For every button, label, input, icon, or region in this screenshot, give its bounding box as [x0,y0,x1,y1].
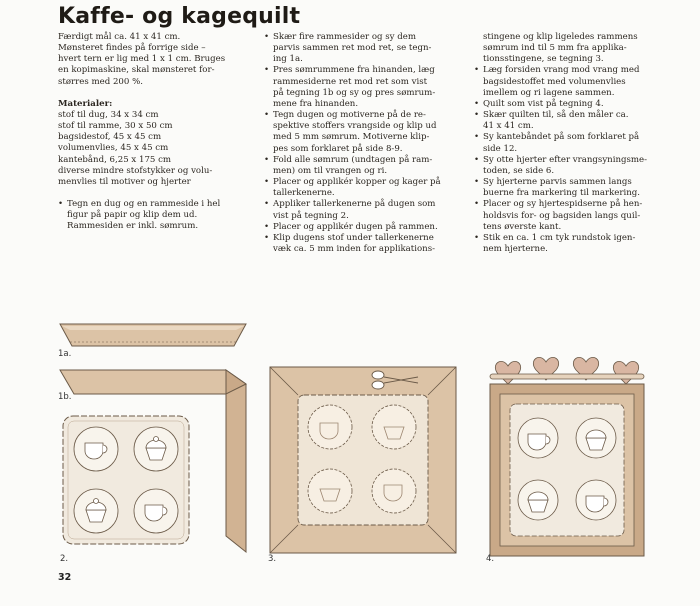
list-item-line: vist på tegning 2. [273,210,349,221]
material-item: stof til dug, 34 x 34 cm [58,109,159,120]
list-item [474,132,679,154]
figure-1a [58,322,248,350]
figure-2 [60,413,192,547]
intro-text [58,32,248,88]
list-item-line: • Skær fire rammesider og sy dem [273,32,417,42]
material-item: volumenvlies, 45 x 45 cm [58,143,169,154]
list-item [474,177,679,199]
list-item-line: på tegning 1b og sy og pres sømrum- [273,87,436,98]
instruction-list [474,65,679,255]
list-item-line: tens øverste kant. [483,221,562,232]
list-item [264,233,464,255]
list-item-line: væk ca. 5 mm inden for applikations- [273,243,436,254]
list-item-line: • Pres sømrummene fra hinanden, læg [273,65,435,76]
list-item-line: spektive stoffers vrangside og klip ud [273,121,437,132]
list-item-line: • Placer og applikér kopper og kager på [273,177,441,188]
list-item-line: • Klip dugens stof under tallerkenerne [273,232,434,243]
list-item-line: pes som forklaret på side 8-9. [273,143,403,154]
list-item [264,199,464,221]
list-item-line: med 5 mm sømrum. Motiverne klip- [273,132,430,143]
list-item-line: • Skær quilten til, så den måler ca. [483,110,629,121]
figure-label-4: 4. [486,554,495,564]
list-item [474,99,679,110]
figure-3 [268,365,458,555]
instruction-list [58,199,248,232]
list-item-line: imellem og ri lagene sammen. [483,87,615,98]
intro-line: Mønsteret findes på forrige side – [58,43,206,54]
list-item [474,199,679,232]
column-3 [474,32,679,255]
list-item-line: • Appliker tallerkenerne på dugen som [273,199,436,210]
materials-list [58,110,248,188]
list-item-line: rammesiderne ret mod ret som vist [273,76,428,87]
list-item-line: nem hjerterne. [483,243,548,254]
list-item [264,65,464,110]
list-item-line: buerne fra markering til markering. [483,188,641,199]
list-item-line: figur på papir og klip dem ud. [67,210,198,221]
rod [490,374,644,379]
list-item-line: toden, se side 6. [483,165,555,176]
list-item [264,32,464,65]
figure-label-2: 2. [60,554,69,564]
continued-line: sømrum ind til 5 mm fra applika- [483,43,627,54]
list-item-line: men) om til vrangen og ri. [273,165,388,176]
list-item [474,65,679,98]
materials-heading: Materialer: [58,98,113,109]
list-item-line: ing 1a. [273,54,303,65]
list-item-line: • Sy otte hjerter efter vrangsyningsme- [483,154,648,165]
column-1 [58,32,248,233]
material-item: stof til ramme, 30 x 50 cm [58,121,173,132]
list-item-line: • Tegn dugen og motiverne på de re- [273,110,426,121]
list-item-line: • Placer og sy hjertespidserne på hen- [483,199,643,210]
list-item [474,233,679,255]
list-item-line: tallerkenerne. [273,188,335,199]
list-item-line: • Sy hjerterne parvis sammen langs [483,177,632,188]
figure-label-3: 3. [268,554,277,564]
intro-line: hvert tern er lig med 1 x 1 cm. Bruges [58,54,226,65]
intro-line: en kopimaskine, skal mønsteret for- [58,65,215,76]
list-item-line: • Læg forsiden vrang mod vrang med [483,65,640,76]
list-item-line: mene fra hinanden. [273,98,359,109]
figure-4 [486,354,648,558]
list-item [264,155,464,177]
list-item-line: • Stik en ca. 1 cm tyk rundstok igen- [483,232,636,243]
list-item [264,177,464,199]
list-item-line: 41 x 41 cm. [483,121,534,132]
list-item-line: holdsvis for- og bagsiden langs quil- [483,210,641,221]
list-item [474,110,679,132]
continued-line: stingene og klip ligeledes rammens [483,32,638,42]
list-item-line: • Tegn en dug og en rammeside i hel [67,199,221,210]
page-number: 32 [58,572,72,583]
list-item-line: bagsidestoffet med volumenvlies [483,76,626,87]
column-2 [264,32,464,255]
list-item-line: Rammesiden er inkl. sømrum. [67,221,199,232]
continued-text [474,32,679,65]
list-item-line: • Fold alle sømrum (undtagen på ram- [273,154,433,165]
list-item-line: parvis sammen ret mod ret, se tegn- [273,43,432,54]
page-title: Kaffe- og kagequilt [58,4,301,29]
material-item: diverse mindre stofstykker og volu- [58,165,213,176]
list-item [474,155,679,177]
intro-line: størres med 200 %. [58,76,143,87]
list-item [264,110,464,155]
list-item [264,222,464,233]
list-item-line: • Placer og applikér dugen på rammen. [273,221,438,232]
figure-label-1b: 1b. [58,392,72,402]
figure-label-1a: 1a. [58,349,72,359]
heart-icon [495,357,638,384]
material-item: kantebånd, 6,25 x 175 cm [58,154,172,165]
intro-line: Færdigt mål ca. 41 x 41 cm. [58,32,181,42]
continued-line: tionsstingene, se tegning 3. [483,54,604,65]
material-item: menvlies til motiver og hjerter [58,176,191,187]
instruction-list [264,32,464,255]
material-item: bagsidestof, 45 x 45 cm [58,132,162,143]
list-item-line: side 12. [483,143,518,154]
list-item-line: • Sy kantebåndet på som forklaret på [483,132,640,143]
list-item-line: • Quilt som vist på tegning 4. [483,98,604,109]
list-item [58,199,248,232]
